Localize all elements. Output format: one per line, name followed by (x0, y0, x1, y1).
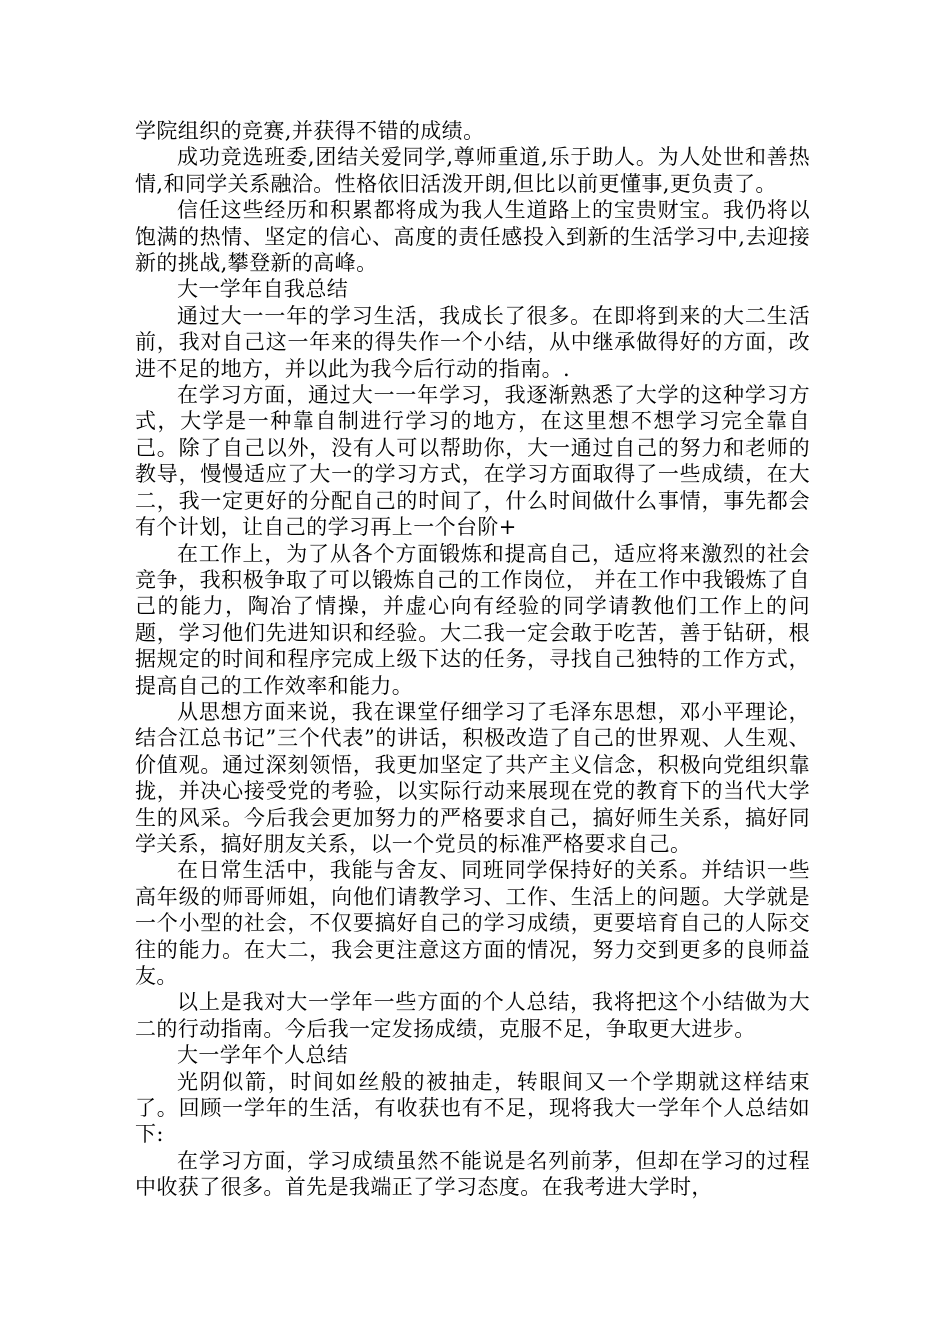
paragraph-3: 信任这些经历和积累都将成为我人生道路上的宝贵财宝。我仍将以饱满的热情、坚定的信心、高度的责任感投入到新的生活学习中,去迎接新的挑战,攀登新的高峰。 (135, 198, 810, 276)
paragraph-daily-life: 在日常生活中，我能与舍友、同班同学保持好的关系。并结识一些高年级的师哥师姐，向他们请教学习、工作、生活上的问题。大学就是一个小型的社会，不仅要搞好自己的学习成绩，更要培育自己的人际交往的能力。在大二，我会更注意这方面的情况，努力交到更多的良师益友。 (135, 858, 810, 988)
paragraph-intro: 光阴似箭，时间如丝般的被抽走，转眼间又一个学期就这样结束了。回顾一学年的生活，有收获也有不足，现将我大一学年个人总结如下: (135, 1069, 810, 1147)
paragraph-study-2: 在学习方面，学习成绩虽然不能说是名列前茅，但却在学习的过程中收获了很多。首先是我端正了学习态度。在我考进大学时， (135, 1148, 810, 1200)
paragraph-4: 通过大一一年的学习生活，我成长了很多。在即将到来的大二生活前，我对自己这一年来的得失作一个小结，从中继承做得好的方面，改进不足的地方，并以此为我今后行动的指南。. (135, 303, 810, 381)
paragraph-2: 成功竞选班委,团结关爱同学,尊师重道,乐于助人。为人处世和善热情,和同学关系融洽。性格依旧活泼开朗,但比以前更懂事,更负责了。 (135, 145, 810, 196)
paragraph-1: 学院组织的竞赛,并获得不错的成绩。 (135, 119, 485, 143)
paragraph-work: 在工作上，为了从各个方面锻炼和提高自己，适应将来激烈的社会竞争，我积极争取了可以锻炼自己的工作岗位， 并在工作中我锻炼了自己的能力，陶冶了情操，并虚心向有经验的同学请教他们工作上的问题，学习他们先进知识和经验。大二我一定会敢于吃苦，善于钻研，根据规定的时间和程序完成上级下达的任务，寻找自己独特的工作方式，提高自己的工作效率和能力。 (135, 541, 810, 698)
section-heading-personal-summary: 大一学年个人总结 (177, 1043, 349, 1068)
section-heading-self-summary: 大一学年自我总结 (177, 277, 349, 302)
paragraph-thought: 从思想方面来说，我在课堂仔细学习了毛泽东思想，邓小平理论，结合江总书记”三个代表”的讲话，积极改造了自己的世界观、人生观、价值观。通过深刻领悟，我更加坚定了共产主义信念，积极向党组织靠拢，并决心接受党的考验，以实际行动来展现在党的教育下的当代大学生的风采。今后我会更加努力的严格要求自己，搞好师生关系，搞好同学关系，搞好朋友关系，以一个党员的标准严格要求自己。 (135, 699, 810, 856)
paragraph-study: 在学习方面，通过大一一年学习，我逐渐熟悉了大学的这种学习方式，大学是一种靠自制进行学习的地方，在这里想不想学习完全靠自己。除了自己以外，没有人可以帮助你，大一通过自己的努力和老师的教导，慢慢适应了大一的学习方式，在学习方面取得了一些成绩，在大二，我一定更好的分配自己的时间了，什么时间做什么事情，事先都会有个计划，让自己的学习再上一个台阶+ (135, 383, 810, 540)
paragraph-conclusion: 以上是我对大一学年一些方面的个人总结，我将把这个小结做为大二的行动指南。今后我一定发扬成绩，克服不足，争取更大进步。 (135, 990, 810, 1041)
document-page (135, 118, 810, 1201)
